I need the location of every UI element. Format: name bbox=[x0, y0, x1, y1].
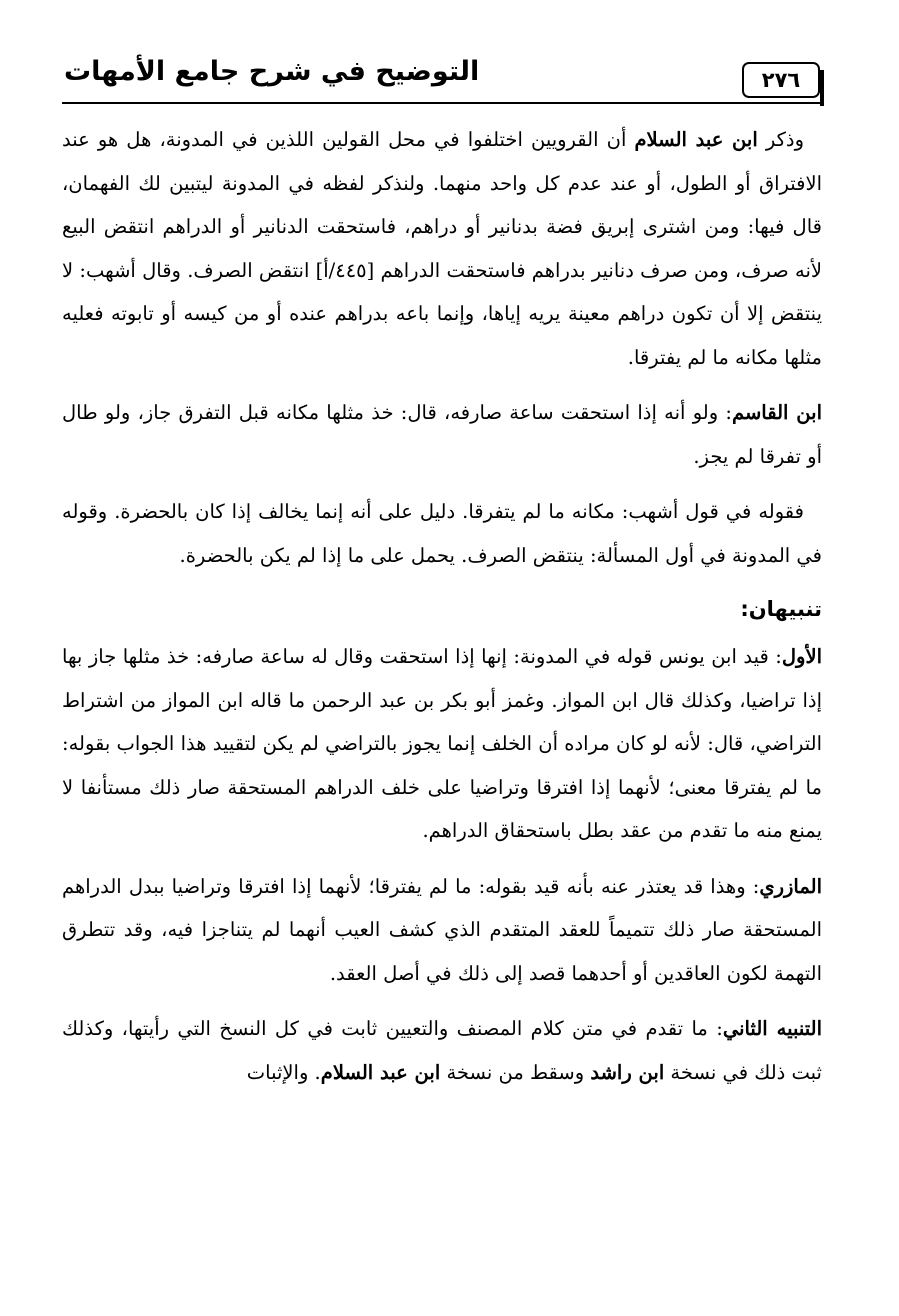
page-header bbox=[62, 46, 822, 104]
section-heading: تنبيهان: bbox=[740, 597, 822, 621]
text-run: وذكر bbox=[757, 128, 804, 151]
bold-term: ابن عبد السلام bbox=[634, 128, 758, 151]
bold-term: الأول bbox=[781, 645, 822, 668]
text-run: : ولو أنه إذا استحقت ساعة صارفه، قال: خذ مثلها مكانه قبل التفرق جاز، ولو طال أو تفرقا لم يجز. bbox=[62, 401, 822, 468]
document-page bbox=[62, 46, 822, 1286]
bold-term: المازري bbox=[759, 874, 822, 898]
text-run: : ما تقدم في متن كلام المصنف والتعيين ثابت في كل النسخ التي رأيتها، وكذلك ثبت ذلك في نسخة bbox=[62, 1017, 822, 1084]
paragraph-p5 bbox=[62, 865, 822, 996]
bold-term: التنبيه الثاني bbox=[722, 1017, 822, 1040]
text-run: فقوله في قول أشهب: مكانه ما لم يتفرقا. دليل على أنه إنما يخالف إذا كان بالحضرة. وقوله في المدونة في أول المسألة: ينتقض الصرف. يحمل على ما إذا لم يكن بالحضرة. bbox=[62, 500, 822, 567]
text-run: وسقط من نسخة bbox=[440, 1060, 591, 1084]
body-text bbox=[62, 118, 822, 1094]
paragraph-p4 bbox=[62, 635, 822, 853]
page-number: ٢٧٦ bbox=[742, 62, 820, 98]
bold-term: ابن القاسم bbox=[731, 401, 822, 424]
paragraph-p2 bbox=[62, 391, 822, 478]
paragraph-p6 bbox=[62, 1007, 822, 1094]
text-run: : وهذا قد يعتذر عنه بأنه قيد بقوله: ما لم يفترقا؛ لأنهما إذا افترقا وتراضيا ببدل الدراهم المستحقة صار ذلك تتميماً للعقد المتقدم الذي كشف العيب أنهما لم يتناجزا فيه، وقد تتطرق التهمة لكون العاقدين أو أحدهما قصد إلى ذلك في أصل العقد. bbox=[62, 874, 822, 985]
bold-term: ابن راشد bbox=[590, 1060, 665, 1084]
bold-term: ابن عبد السلام bbox=[320, 1060, 441, 1084]
text-run: أن القرويين اختلفوا في محل القولين اللذين في المدونة، هل هو عند الافتراق أو الطول، أو عند عدم كل واحد منهما. ولنذكر لفظه في المدونة ليتبين لك الفهمان، قال فيها: ومن اشترى إبريق فضة بدنانير أو دراهم، فاستحقت الدنانير أو الدراهم انتقض البيع لأنه صرف، ومن صرف دنانير بدراهم فاستحقت الدراهم [٤٤٥/أ] انتقض الصرف. وقال أشهب: لا ينتقض إلا أن تكون دراهم معينة يريه إياها، وإنما باعه بدراهم عنده أو من كيسه أو تابوته فعليه مثلها مكانه ما لم يفترقا. bbox=[62, 128, 822, 369]
paragraph-p3 bbox=[62, 490, 822, 577]
text-run: . والإثبات bbox=[246, 1060, 321, 1084]
text-run: : قيد ابن يونس قوله في المدونة: إنها إذا استحقت وقال له ساعة صارفه: خذ مثلها جاز بها إذا تراضيا، وكذلك قال ابن المواز. وغمز أبو بكر بن عبد الرحمن ما قاله ابن المواز من اشتراط التراضي، قال: لأنه لو كان مراده أن الخلف إنما يجوز بالتراضي لم يكن لتقييد هذا الجواب بقوله: ما لم يفترقا معنى؛ لأنهما إذا افترقا وتراضيا على خلف الدراهم المستحقة صار ذلك مستأنفا لا يمنع منه ما تقدم من عقد بطل باستحقاق الدراهم. bbox=[62, 645, 822, 842]
paragraph-p1 bbox=[62, 118, 822, 379]
running-title: التوضيح في شرح جامع الأمهات bbox=[64, 56, 480, 87]
